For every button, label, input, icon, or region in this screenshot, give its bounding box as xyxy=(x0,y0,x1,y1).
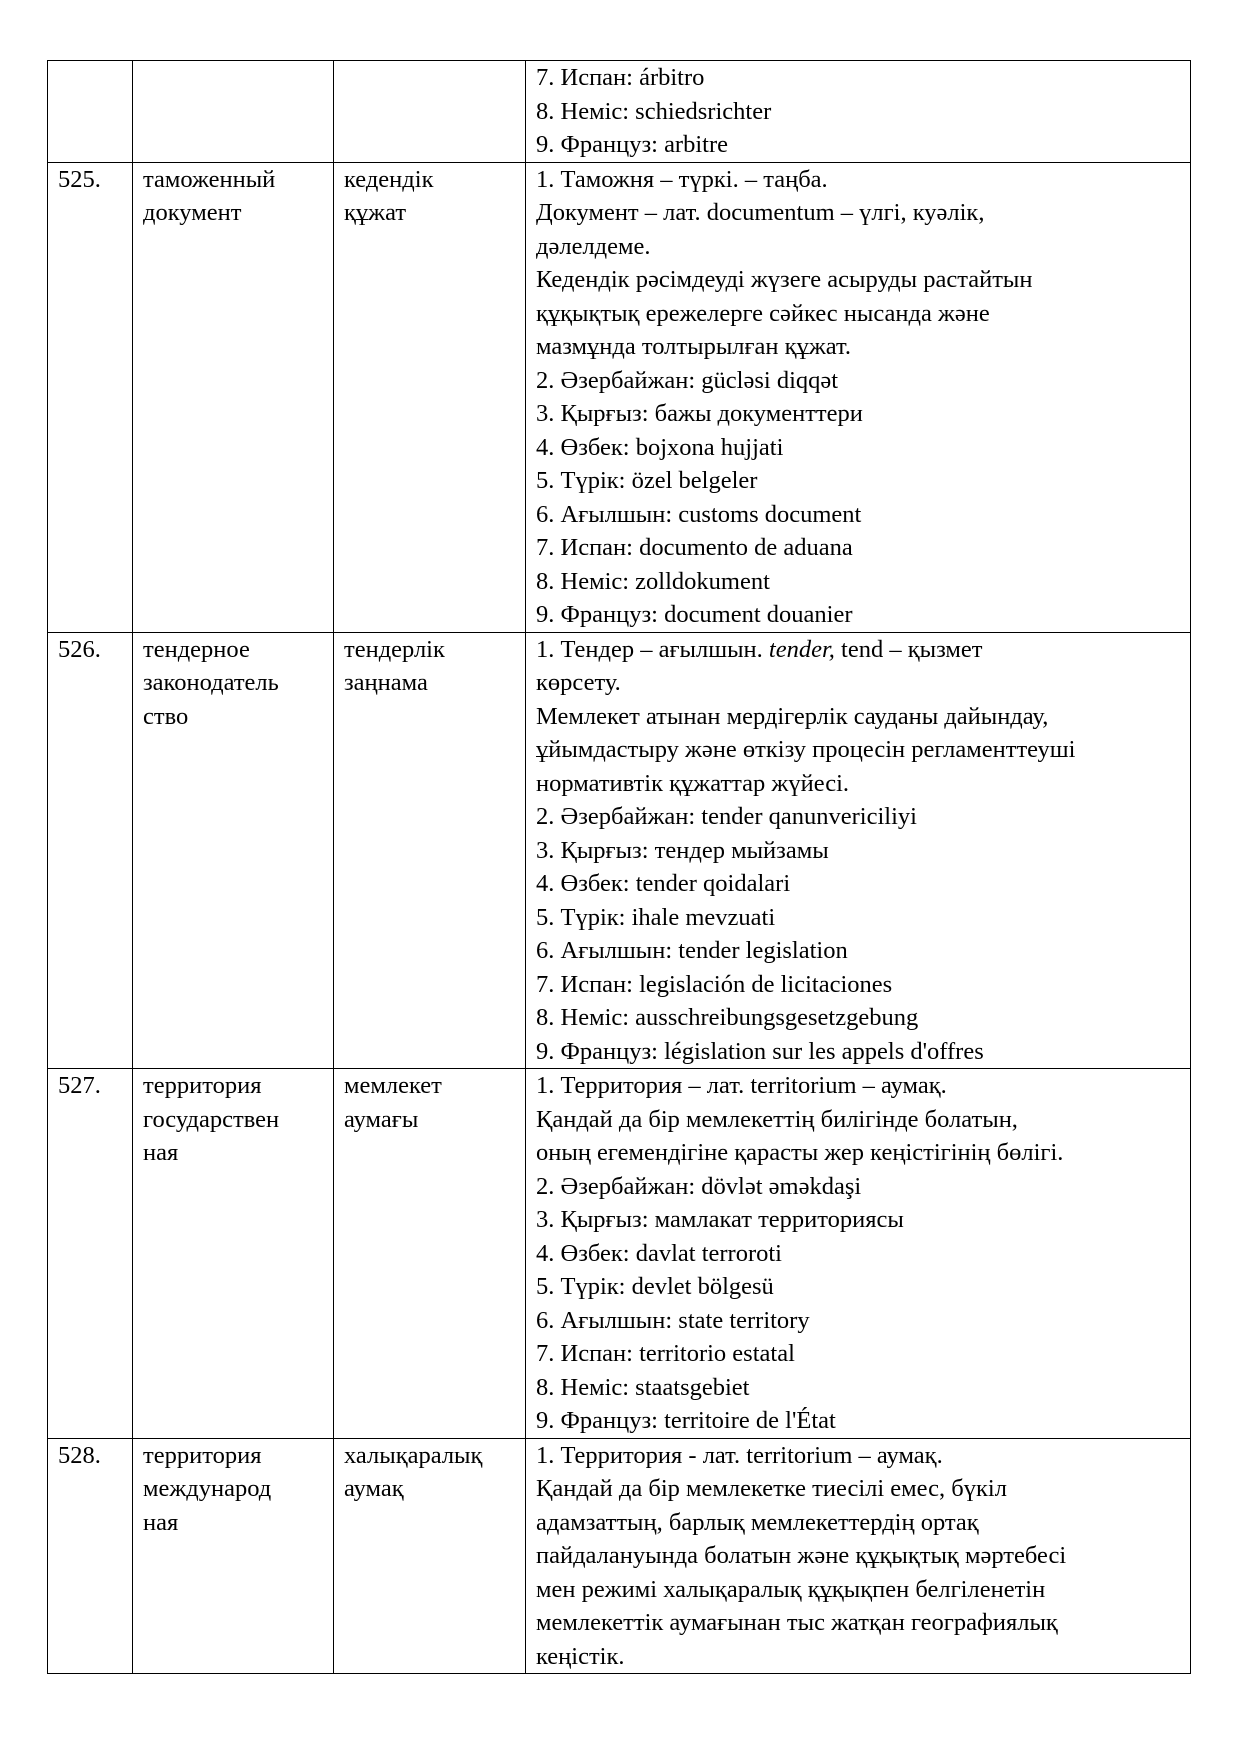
description-suffix: tend – қызмет xyxy=(834,635,983,663)
description-line: Кедендік рәсімдеуді жүзеге асыруды растайтын xyxy=(536,266,1033,293)
description-cell xyxy=(526,632,1191,1069)
description-prefix: 1. Тендер – ағылшын. xyxy=(536,635,769,663)
description-line: 8. Неміс: schiedsrichter xyxy=(536,97,772,125)
description-line: 9. Француз: législation sur les appels d'offres xyxy=(536,1037,984,1065)
description-line: адамзаттың, барлық мемлекеттердің ортақ xyxy=(536,1508,979,1536)
description-line: 5. Түрік: özel belgeler xyxy=(536,467,758,494)
russian-term-line: международ xyxy=(143,1475,272,1502)
table-row-continuation xyxy=(48,61,1191,163)
kazakh-term-line: халықаралық xyxy=(344,1441,483,1469)
russian-term-line: территория xyxy=(143,1441,262,1469)
description-line: кеңістік. xyxy=(536,1642,625,1670)
kazakh-term-line: заңнама xyxy=(344,669,428,696)
table-row-528 xyxy=(48,1438,1191,1674)
description-line: пайдалануында болатын және құқықтық мәртебесі xyxy=(536,1542,1067,1569)
description-line: 4. Өзбек: tender qoidalari xyxy=(536,870,791,897)
description-line: 9. Француз: arbitre xyxy=(536,131,728,158)
description-line: нормативтік құжаттар жүйесі. xyxy=(536,769,849,797)
russian-term-line: ство xyxy=(143,702,189,730)
description-italic-term: tender, xyxy=(768,635,835,663)
russian-term-cell xyxy=(133,632,334,1069)
russian-term-line: территория xyxy=(143,1072,262,1099)
entry-number: 526. xyxy=(58,635,101,663)
kazakh-term-cell xyxy=(334,1069,526,1439)
kazakh-term-cell xyxy=(334,632,526,1069)
table-row-526 xyxy=(48,632,1191,1069)
description-line: 3. Қырғыз: тендер мыйзамы xyxy=(536,836,829,864)
entry-number-cell xyxy=(48,1069,133,1439)
description-line: ұйымдастыру және өткізу процесін регламенттеуші xyxy=(536,736,1076,763)
description-line: 1. Территория - лат. territorium – аумақ. xyxy=(536,1441,943,1469)
russian-term-cell xyxy=(133,1438,334,1674)
description-line: 6. Ағылшын: tender legislation xyxy=(536,937,848,964)
russian-term-line: тендерное xyxy=(143,635,250,663)
description-line: 8. Неміс: staatsgebiet xyxy=(536,1373,750,1401)
description-line: 5. Түрік: ihale mevzuati xyxy=(536,903,776,931)
description-line: 7. Испан: territorio estatal xyxy=(536,1340,795,1367)
description-line: 8. Неміс: zolldokument xyxy=(536,567,770,595)
dictionary-table xyxy=(47,60,1191,1674)
description-cell xyxy=(526,1438,1191,1674)
entry-number-cell xyxy=(48,632,133,1069)
description-line: 5. Түрік: devlet bölgesü xyxy=(536,1273,774,1300)
entry-number-cell xyxy=(48,162,133,632)
kazakh-term-line: аумағы xyxy=(344,1105,419,1133)
entry-number: 527. xyxy=(58,1072,101,1099)
table-row-527 xyxy=(48,1069,1191,1439)
russian-term-line: ная xyxy=(143,1508,179,1536)
kazakh-term-line: мемлекет xyxy=(344,1072,442,1099)
description-line: 1. Территория – лат. territorium – аумақ. xyxy=(536,1072,947,1099)
kazakh-term-cell xyxy=(334,162,526,632)
russian-term-line: ная xyxy=(143,1139,179,1166)
kazakh-term-line: аумақ xyxy=(344,1475,404,1502)
description-line: 1. Таможня – түркі. – таңба. xyxy=(536,165,828,193)
russian-term-cell xyxy=(133,61,334,163)
description-line: 9. Француз: document douanier xyxy=(536,601,853,628)
entry-number: 525. xyxy=(58,165,101,193)
description-line: 3. Қырғыз: мамлакат территориясы xyxy=(536,1206,904,1233)
description-line: 6. Ағылшын: customs document xyxy=(536,500,862,528)
description-line xyxy=(536,633,1180,667)
russian-term-line: документ xyxy=(143,199,242,226)
description-line: 9. Француз: territoire de l'État xyxy=(536,1407,836,1434)
entry-number-cell xyxy=(48,61,133,163)
russian-term-line: таможенный xyxy=(143,165,276,193)
russian-term-line: законодатель xyxy=(143,669,279,696)
description-line: 2. Әзербайжан: gücləsi diqqət xyxy=(536,366,839,394)
kazakh-term-line: тендерлік xyxy=(344,635,445,663)
kazakh-term-cell xyxy=(334,61,526,163)
description-line: құқықтық ережелерге сәйкес нысанда және xyxy=(536,299,990,327)
description-cell xyxy=(526,162,1191,632)
entry-number: 528. xyxy=(58,1441,101,1469)
description-line: 4. Өзбек: bojxona hujjati xyxy=(536,433,784,461)
kazakh-term-line: құжат xyxy=(344,199,407,226)
kazakh-term-cell xyxy=(334,1438,526,1674)
description-line: оның егемендігіне қарасты жер кеңістігінің бөлігі. xyxy=(536,1139,1064,1166)
description-line: 2. Әзербайжан: dövlət əməkdaşi xyxy=(536,1172,862,1200)
description-line: Қандай да бір мемлекеттің билігінде болатын, xyxy=(536,1105,1018,1133)
description-line: мемлекеттік аумағынан тыс жатқан географиялық xyxy=(536,1609,1058,1636)
description-cell xyxy=(526,1069,1191,1439)
entry-number-cell xyxy=(48,1438,133,1674)
description-line: мазмұнда толтырылған құжат. xyxy=(536,333,851,360)
description-line: Мемлекет атынан мердігерлік сауданы дайындау, xyxy=(536,702,1049,730)
description-line: 7. Испан: legislación de licitaciones xyxy=(536,970,893,998)
description-line: 6. Ағылшын: state territory xyxy=(536,1306,810,1334)
description-line: Қандай да бір мемлекетке тиесілі емес, бүкіл xyxy=(536,1475,1007,1502)
description-line: Документ – лат. documentum – үлгі, куәлік, xyxy=(536,199,985,226)
russian-term-cell xyxy=(133,162,334,632)
russian-term-line: государствен xyxy=(143,1105,280,1133)
description-line: көрсету. xyxy=(536,669,621,696)
description-line: 7. Испан: documento de aduana xyxy=(536,534,853,561)
description-line: 8. Неміс: ausschreibungsgesetzgebung xyxy=(536,1004,919,1031)
description-cell xyxy=(526,61,1191,163)
description-line: 7. Испан: árbitro xyxy=(536,64,705,91)
description-line: 4. Өзбек: davlat terroroti xyxy=(536,1239,782,1267)
russian-term-cell xyxy=(133,1069,334,1439)
description-line: мен режимі халықаралық құқықпен белгіленетін xyxy=(536,1575,1046,1603)
kazakh-term-line: кедендік xyxy=(344,165,434,193)
description-line: 2. Әзербайжан: tender qanunvericiliyi xyxy=(536,803,917,830)
table-row-525 xyxy=(48,162,1191,632)
description-line: дәлелдеме. xyxy=(536,232,651,260)
description-line: 3. Қырғыз: бажы документтери xyxy=(536,400,863,427)
